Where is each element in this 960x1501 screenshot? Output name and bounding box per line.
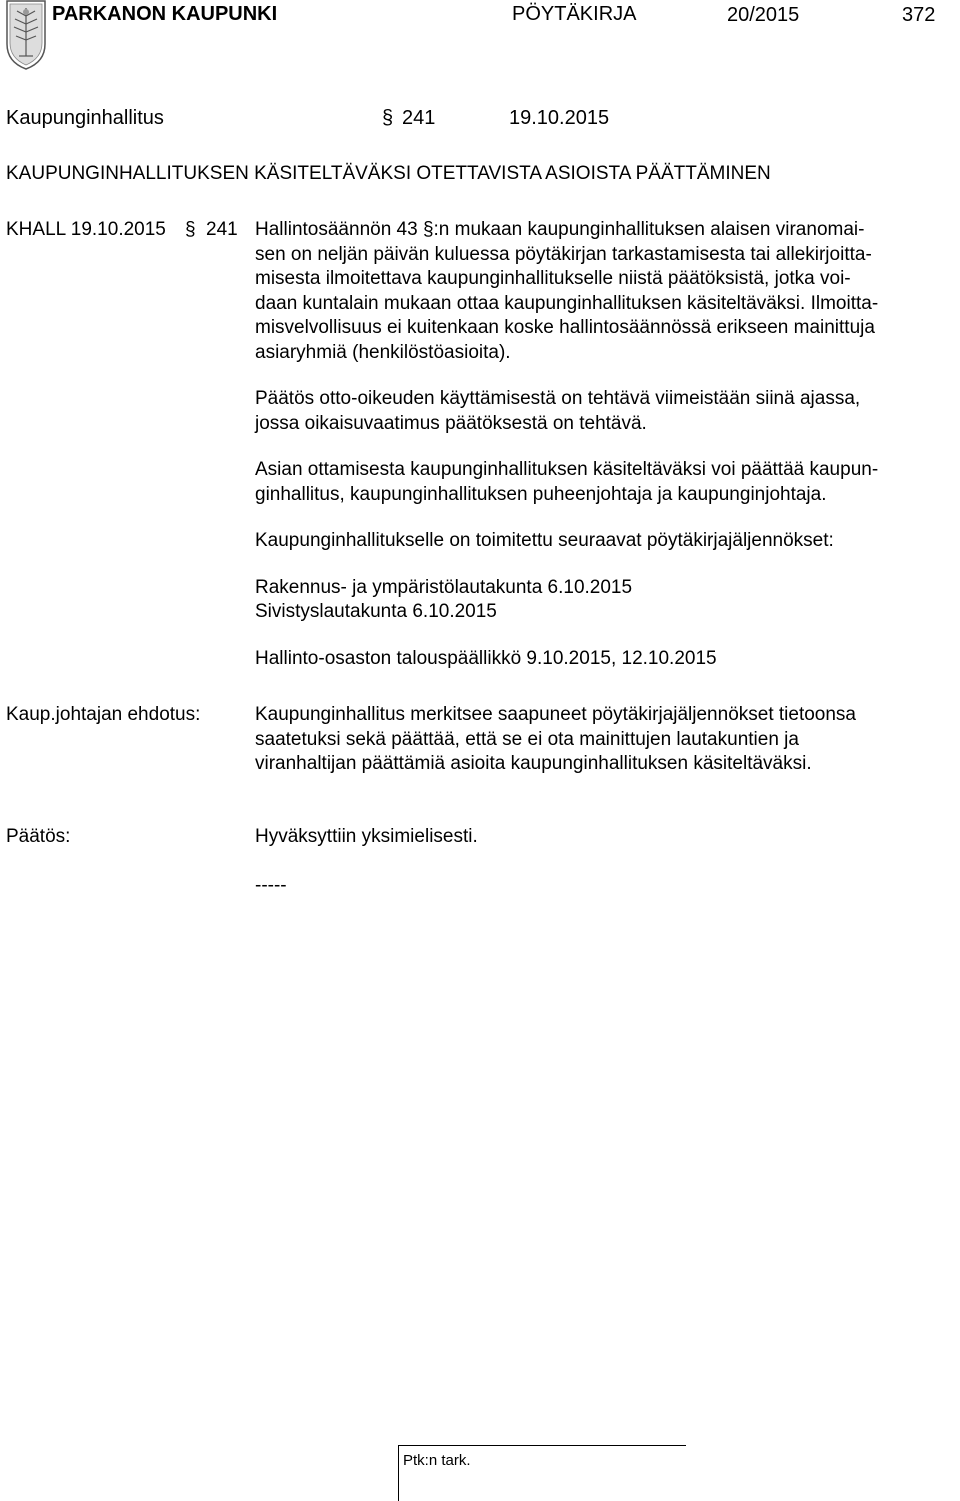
meeting-section: 241 <box>402 107 436 129</box>
decision-label: Päätös: <box>6 826 71 847</box>
text-line: Kaupunginhallitus merkitsee saapuneet pöytäkirjajäljennökset tietoonsa <box>255 704 856 725</box>
text-line: saatetuksi sekä päättää, että se ei ota mainittujen lautakuntien ja <box>255 728 799 750</box>
city-crest-logo <box>6 0 46 70</box>
text-line: Hallinto-osaston talouspäällikkö 9.10.2015, 12.10.2015 <box>255 647 717 669</box>
paragraph-deadline <box>255 387 955 436</box>
text-line: Sivistyslautakunta 6.10.2015 <box>255 601 497 622</box>
text-line: Rakennus- ja ympäristölautakunta 6.10.2015 <box>255 576 633 598</box>
item-section-sign-icon: § <box>185 219 196 240</box>
text-line: viranhaltijan päättämiä asioita kaupunginhallituksen käsiteltäväksi. <box>255 753 812 774</box>
paragraph-committees <box>255 576 955 625</box>
footer-checked-label: Ptk:n tark. <box>403 1452 471 1469</box>
text-line: misvelvollisuus ei kuitenkaan koske hallintosäännössä erikseen mainittuja <box>255 317 875 338</box>
proposal-label: Kaup.johtajan ehdotus: <box>6 704 201 725</box>
item-reference: KHALL 19.10.2015 <box>6 219 166 240</box>
text-line: Hallintosäännön 43 §:n mukaan kaupunginhallituksen alaisen viranomai- <box>255 219 865 240</box>
text-line: jossa oikaisuvaatimus päätöksestä on tehtävä. <box>255 412 647 434</box>
page-number: 372 <box>902 4 936 26</box>
text-line: asiaryhmiä (henkilöstöasioita). <box>255 341 511 363</box>
document-number: 20/2015 <box>727 4 800 26</box>
city-name: PARKANON KAUPUNKI <box>52 3 278 25</box>
decision-text: Hyväksyttiin yksimielisesti. <box>255 826 478 847</box>
item-section: 241 <box>206 219 238 240</box>
end-marker: ----- <box>255 875 287 896</box>
paragraph-officials <box>255 647 955 672</box>
text-line: misesta ilmoitettava kaupunginhallitukselle niistä päätöksistä, jotka voi- <box>255 268 851 289</box>
document-type: PÖYTÄKIRJA <box>512 3 637 25</box>
text-line: Päätös otto-oikeuden käyttämisestä on tehtävä viimeistään siinä ajassa, <box>255 388 861 409</box>
footer-divider <box>398 1445 399 1501</box>
meeting-body: Kaupunginhallitus <box>6 107 164 129</box>
item-title: KAUPUNGINHALLITUKSEN KÄSITELTÄVÄKSI OTETTAVISTA ASIOISTA PÄÄTTÄMINEN <box>6 163 771 184</box>
text-line: daan kuntalain mukaan ottaa kaupunginhallituksen käsiteltäväksi. Ilmoitta- <box>255 292 879 314</box>
paragraph-received <box>255 529 955 554</box>
text-line: ginhallitus, kaupunginhallituksen puheenjohtaja ja kaupunginjohtaja. <box>255 483 827 505</box>
paragraph-legal-basis <box>255 218 955 365</box>
text-line: sen on neljän päivän kuluessa pöytäkirjan tarkastamisesta tai allekirjoitta- <box>255 243 872 265</box>
proposal-text <box>255 703 955 777</box>
paragraph-authority <box>255 458 955 507</box>
section-sign-icon: § <box>382 107 394 129</box>
footer-rule <box>398 1445 686 1446</box>
text-line: Asian ottamisesta kaupunginhallituksen käsiteltäväksi voi päättää kaupun- <box>255 459 879 480</box>
item-body <box>255 218 955 671</box>
meeting-date: 19.10.2015 <box>509 107 610 129</box>
text-line: Kaupunginhallitukselle on toimitettu seuraavat pöytäkirjajäljennökset: <box>255 530 834 551</box>
